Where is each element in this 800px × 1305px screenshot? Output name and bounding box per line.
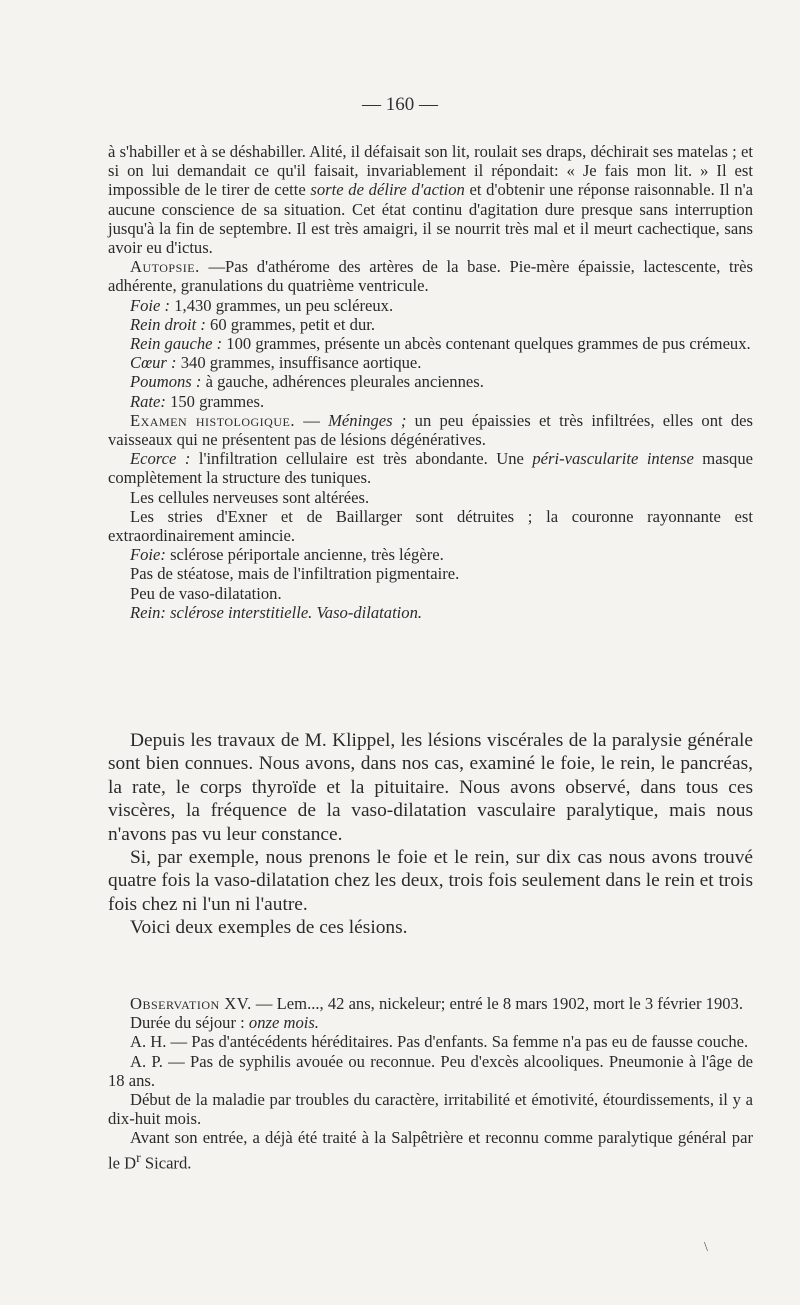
line-cellules: Les cellules nerveuses sont altérées. [130, 487, 370, 507]
paragraph-autopsie: Autopsie. —Pas d'athérome des artères de la base. Pie-mère épaissie, lactescente, très adhérente, granulations du quatrième ventricule. [108, 257, 753, 296]
paragraph-delire: à s'habiller et à se déshabiller. Alité, il défaisait son lit, roulait ses draps, déchirait ses matelas ; et si on lui demandait ce qu'il faisait, invariablement il répondait: « Je fais mon lit. » Il est impossible de le tirer de cette sorte de délire d'action et d'obtenir une réponse raisonnable. Il n'a aucune conscience de sa situation. Cet état continu d'agitation dure presque sans interruption jusqu'à la fin de septembre. Il est très amaigri, il se nourrit très mal et il meurt cachectique, sans avoir eu d'ictus. [108, 142, 753, 258]
paragraph-foie-rein: Si, par exemple, nous prenons le foie et le rein, sur dix cas nous avons trouvé quatre fois la vaso-dilatation chez les deux, trois fois seulement dans le rein et trois fois chez ni l'un ni l'autre. [108, 847, 753, 915]
line-rate: Rate: 150 grammes. [130, 391, 265, 411]
line-rein-sclerose: Rein: sclérose interstitielle. Vaso-dilatation. [130, 602, 423, 622]
observation-continuation [108, 142, 753, 622]
line-steatose: Pas de stéatose, mais de l'infiltration pigmentaire. [130, 564, 460, 584]
observation-xv [108, 994, 753, 1172]
paragraph-ap: A. P. — Pas de syphilis avouée ou reconnue. Peu d'excès alcooliques. Pneumonie à l'âge de 18 ans. [108, 1051, 753, 1090]
paragraph-stries: Les stries d'Exner et de Baillarger sont détruites ; la couronne rayonnante est extraordinairement amincie. [108, 506, 753, 546]
line-rein-gauche: Rein gauche : 100 grammes, présente un abcès contenant quelques grammes de pus crémeux. [130, 334, 751, 354]
paragraph-ecorce: Ecorce : l'infiltration cellulaire est très abondante. Une péri-vascularite intense masque complètement la structure des tuniques. [108, 449, 753, 488]
paragraph-klippel: Depuis les travaux de M. Klippel, les lésions viscérales de la paralysie générale sont bien connues. Nous avons, dans nos cas, examiné le foie, le rein, le pancréas, la rate, le corps thyroïde et la pituitaire. Nous avons observé, dans tous ces viscères, la fréquence de la vaso-dilatation vasculaire paralytique, mais nous n'avons pas vu leur constance. [108, 730, 753, 845]
paragraph-observation-title: Observation XV. — Lem..., 42 ans, nickeleur; entré le 8 mars 1902, mort le 3 février 1903. [130, 994, 743, 1013]
paragraph-exemples: Voici deux exemples de ces lésions. [130, 917, 408, 939]
line-coeur: Cœur : 340 grammes, insuffisance aortique. [130, 353, 422, 373]
paragraph-ah: A. H. — Pas d'antécédents héréditaires. Pas d'enfants. Sa femme n'a pas eu de fausse couche. [130, 1032, 749, 1052]
main-discussion [108, 729, 753, 940]
line-rein-droit: Rein droit : 60 grammes, petit et dur. [130, 314, 376, 334]
line-duree: Durée du séjour : onze mois. [130, 1013, 319, 1033]
paragraph-avant: Avant son entrée, a déjà été traité à la Salpêtrière et reconnu comme paralytique général par le $D^r$ Sicard. [108, 1128, 753, 1173]
stray-mark: \ [704, 1240, 708, 1255]
line-poumons: Poumons : à gauche, adhérences pleurales anciennes. [130, 372, 484, 392]
line-vaso: Peu de vaso-dilatation. [130, 583, 282, 603]
paragraph-debut: Début de la maladie par troubles du caractère, irritabilité et émotivité, étourdissements, il y a dix-huit mois. [108, 1090, 753, 1129]
line-foie-sclerose: Foie: sclérose périportale ancienne, très légère. [130, 545, 444, 565]
paragraph-examen: Examen histologique. — Méninges ; un peu épaissies et très infiltrées, elles ont des vaisseaux qui ne présentent pas de lésions dégénératives. [108, 410, 754, 450]
page-number: — 160 — [362, 94, 438, 115]
line-foie: Foie : 1,430 grammes, un peu scléreux. [130, 295, 394, 315]
